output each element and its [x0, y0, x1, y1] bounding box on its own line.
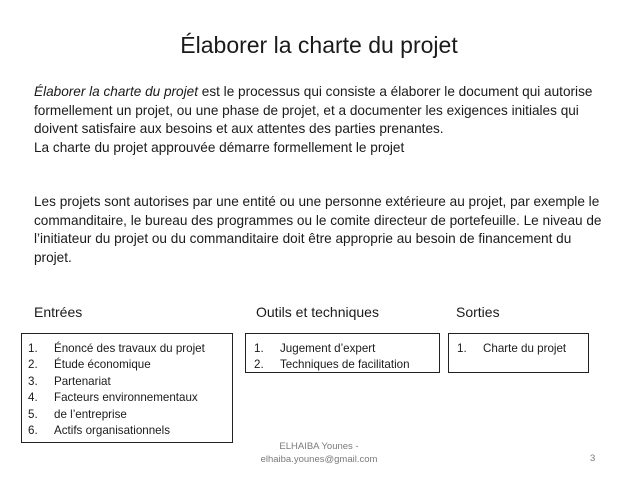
list-item-number: 1.	[457, 342, 467, 355]
list-item-text: Étude économique	[54, 358, 151, 372]
list-item-text: Techniques de facilitation	[280, 358, 410, 372]
list-item	[28, 407, 232, 423]
definition-lead: Élaborer la charte du projet	[34, 84, 198, 99]
outils-list	[254, 341, 439, 374]
list-item	[28, 423, 232, 439]
sorties-list	[457, 341, 588, 357]
list-item	[254, 357, 439, 373]
list-item-number: 5.	[28, 407, 38, 421]
slide-title: Élaborer la charte du projet	[180, 32, 458, 58]
list-item-text: Facteurs environnementaux	[54, 391, 198, 405]
page-number: 3	[590, 453, 596, 464]
list-item-text: Jugement d’expert	[280, 342, 376, 355]
definition-paragraph	[34, 83, 604, 157]
list-item-text: Énoncé des travaux du projet	[54, 342, 205, 355]
list-item	[28, 374, 232, 390]
outils-box	[245, 333, 440, 373]
list-item-number: 2.	[254, 358, 264, 372]
list-item-text: Charte du projet	[483, 342, 567, 355]
list-item-number: 4.	[28, 391, 38, 405]
list-item-text: Partenariat	[54, 374, 111, 388]
outils-heading: Outils et techniques	[256, 304, 379, 320]
list-item	[28, 341, 232, 357]
list-item	[28, 390, 232, 406]
definition-text	[34, 83, 604, 139]
list-item	[254, 341, 439, 357]
entrees-box	[21, 333, 233, 443]
list-item-number: 2.	[28, 358, 38, 372]
entrees-list	[28, 341, 232, 439]
list-item-number: 1.	[254, 342, 264, 355]
approval-statement: La charte du projet approuvée démarre formellement le projet	[34, 139, 405, 155]
sorties-box	[448, 333, 589, 373]
authorization-paragraph	[34, 193, 604, 267]
entrees-heading: Entrées	[34, 304, 83, 320]
list-item	[457, 341, 588, 357]
authorization-text: Les projets sont autorises par une entité ou une personne extérieure au projet, par exemple le commanditaire, le bureau des programmes ou le comite directeur de portefeuille. Le niveau de l’initiateur du projet ou du commanditaire doit être approprie au besoin de financement du projet.	[34, 194, 602, 265]
author-email: elhaiba.younes@gmail.com	[260, 454, 378, 465]
list-item-text: Actifs organisationnels	[54, 424, 170, 438]
list-item-number: 3.	[28, 374, 38, 388]
definition-body: est le processus qui consiste a élaborer le document qui autorise formellement un projet, ou une phase de projet, et a documenter les exigences initiales qui doivent satisfaire aux besoins et aux attentes des parties prenantes.	[34, 84, 593, 136]
footer-author	[244, 440, 394, 466]
author-name: ELHAIBA Younes -	[279, 441, 359, 452]
sorties-heading: Sorties	[456, 304, 500, 320]
list-item-number: 6.	[28, 424, 38, 438]
list-item-number: 1.	[28, 342, 38, 355]
list-item	[28, 357, 232, 373]
list-item-text: de l’entreprise	[54, 407, 127, 421]
